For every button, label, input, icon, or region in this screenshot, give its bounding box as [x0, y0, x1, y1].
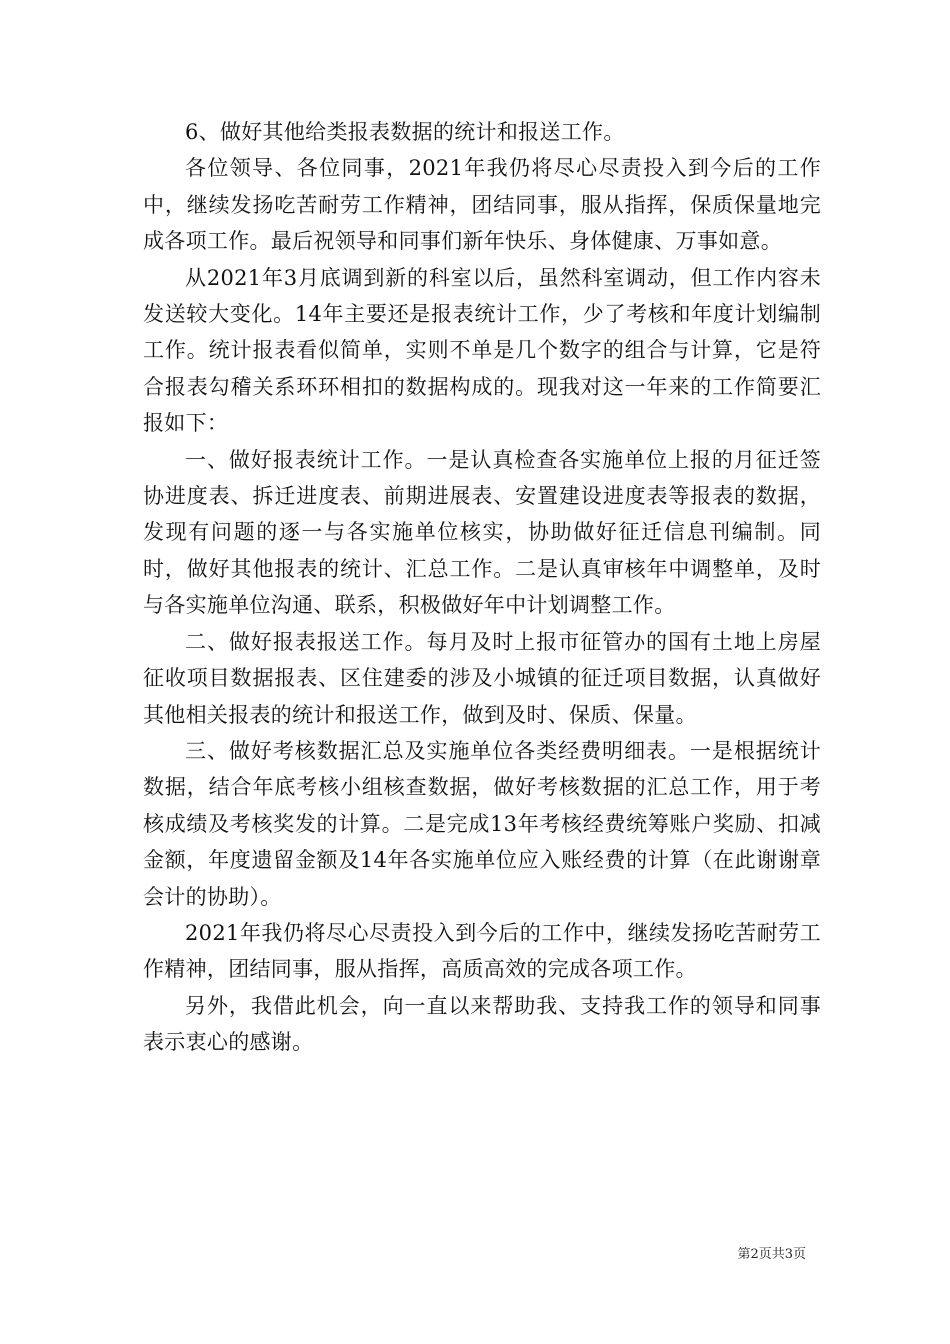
paragraph-thanks: 另外，我借此机会，向一直以来帮助我、支持我工作的领导和同事表示衷心的感谢。: [143, 993, 821, 1055]
paragraph-item-6: 6、做好其他给类报表数据的统计和报送工作。: [185, 120, 625, 144]
document-body: [143, 114, 821, 1061]
paragraph-section-2: 二、做好报表报送工作。每月及时上报市征管办的国有土地上房屋征收项目数据报表、区住建委的涉及小城镇的征迁项目数据，认真做好其他相关报表的统计和报送工作，做到及时、保质、保量。: [143, 629, 821, 727]
paragraph-section-1: 一、做好报表统计工作。一是认真检查各实施单位上报的月征迁签协进度表、拆迁进度表、前期进展表、安置建设进度表等报表的数据，发现有问题的逐一与各实施单位核实，协助做好征迁信息刊编制。同时，做好其他报表的统计、汇总工作。二是认真审核年中调整单，及时与各实施单位沟通、联系，积极做好年中计划调整工作。: [143, 447, 821, 618]
paragraph-section-3: 三、做好考核数据汇总及实施单位各类经费明细表。一是根据统计数据，结合年底考核小组核查数据，做好考核数据的汇总工作，用于考核成绩及考核奖发的计算。二是完成13年考核经费统筹账户奖励、扣减金额，年度遗留金额及14年各实施单位应入账经费的计算（在此谢谢章会计的协助）。: [143, 738, 821, 909]
page-number: 第2页共3页: [737, 1247, 806, 1262]
paragraph-outlook: 2021年我仍将尽心尽责投入到今后的工作中，继续发扬吃苦耐劳工作精神，团结同事，服从指挥，高质高效的完成各项工作。: [143, 920, 821, 982]
paragraph-intro: 从2021年3月底调到新的科室以后，虽然科室调动，但工作内容未发送较大变化。14年主要还是报表统计工作，少了考核和年度计划编制工作。统计报表看似简单，实则不单是几个数字的组合与计算，它是符合报表勾稽关系环环相扣的数据构成的。现我对这一年来的工作简要汇报如下：: [143, 265, 821, 436]
paragraph-closing-wishes: 各位领导、各位同事，2021年我仍将尽心尽责投入到今后的工作中，继续发扬吃苦耐劳工作精神，团结同事，服从指挥，保质保量地完成各项工作。最后祝领导和同事们新年快乐、身体健康、万事如意。: [143, 156, 821, 254]
